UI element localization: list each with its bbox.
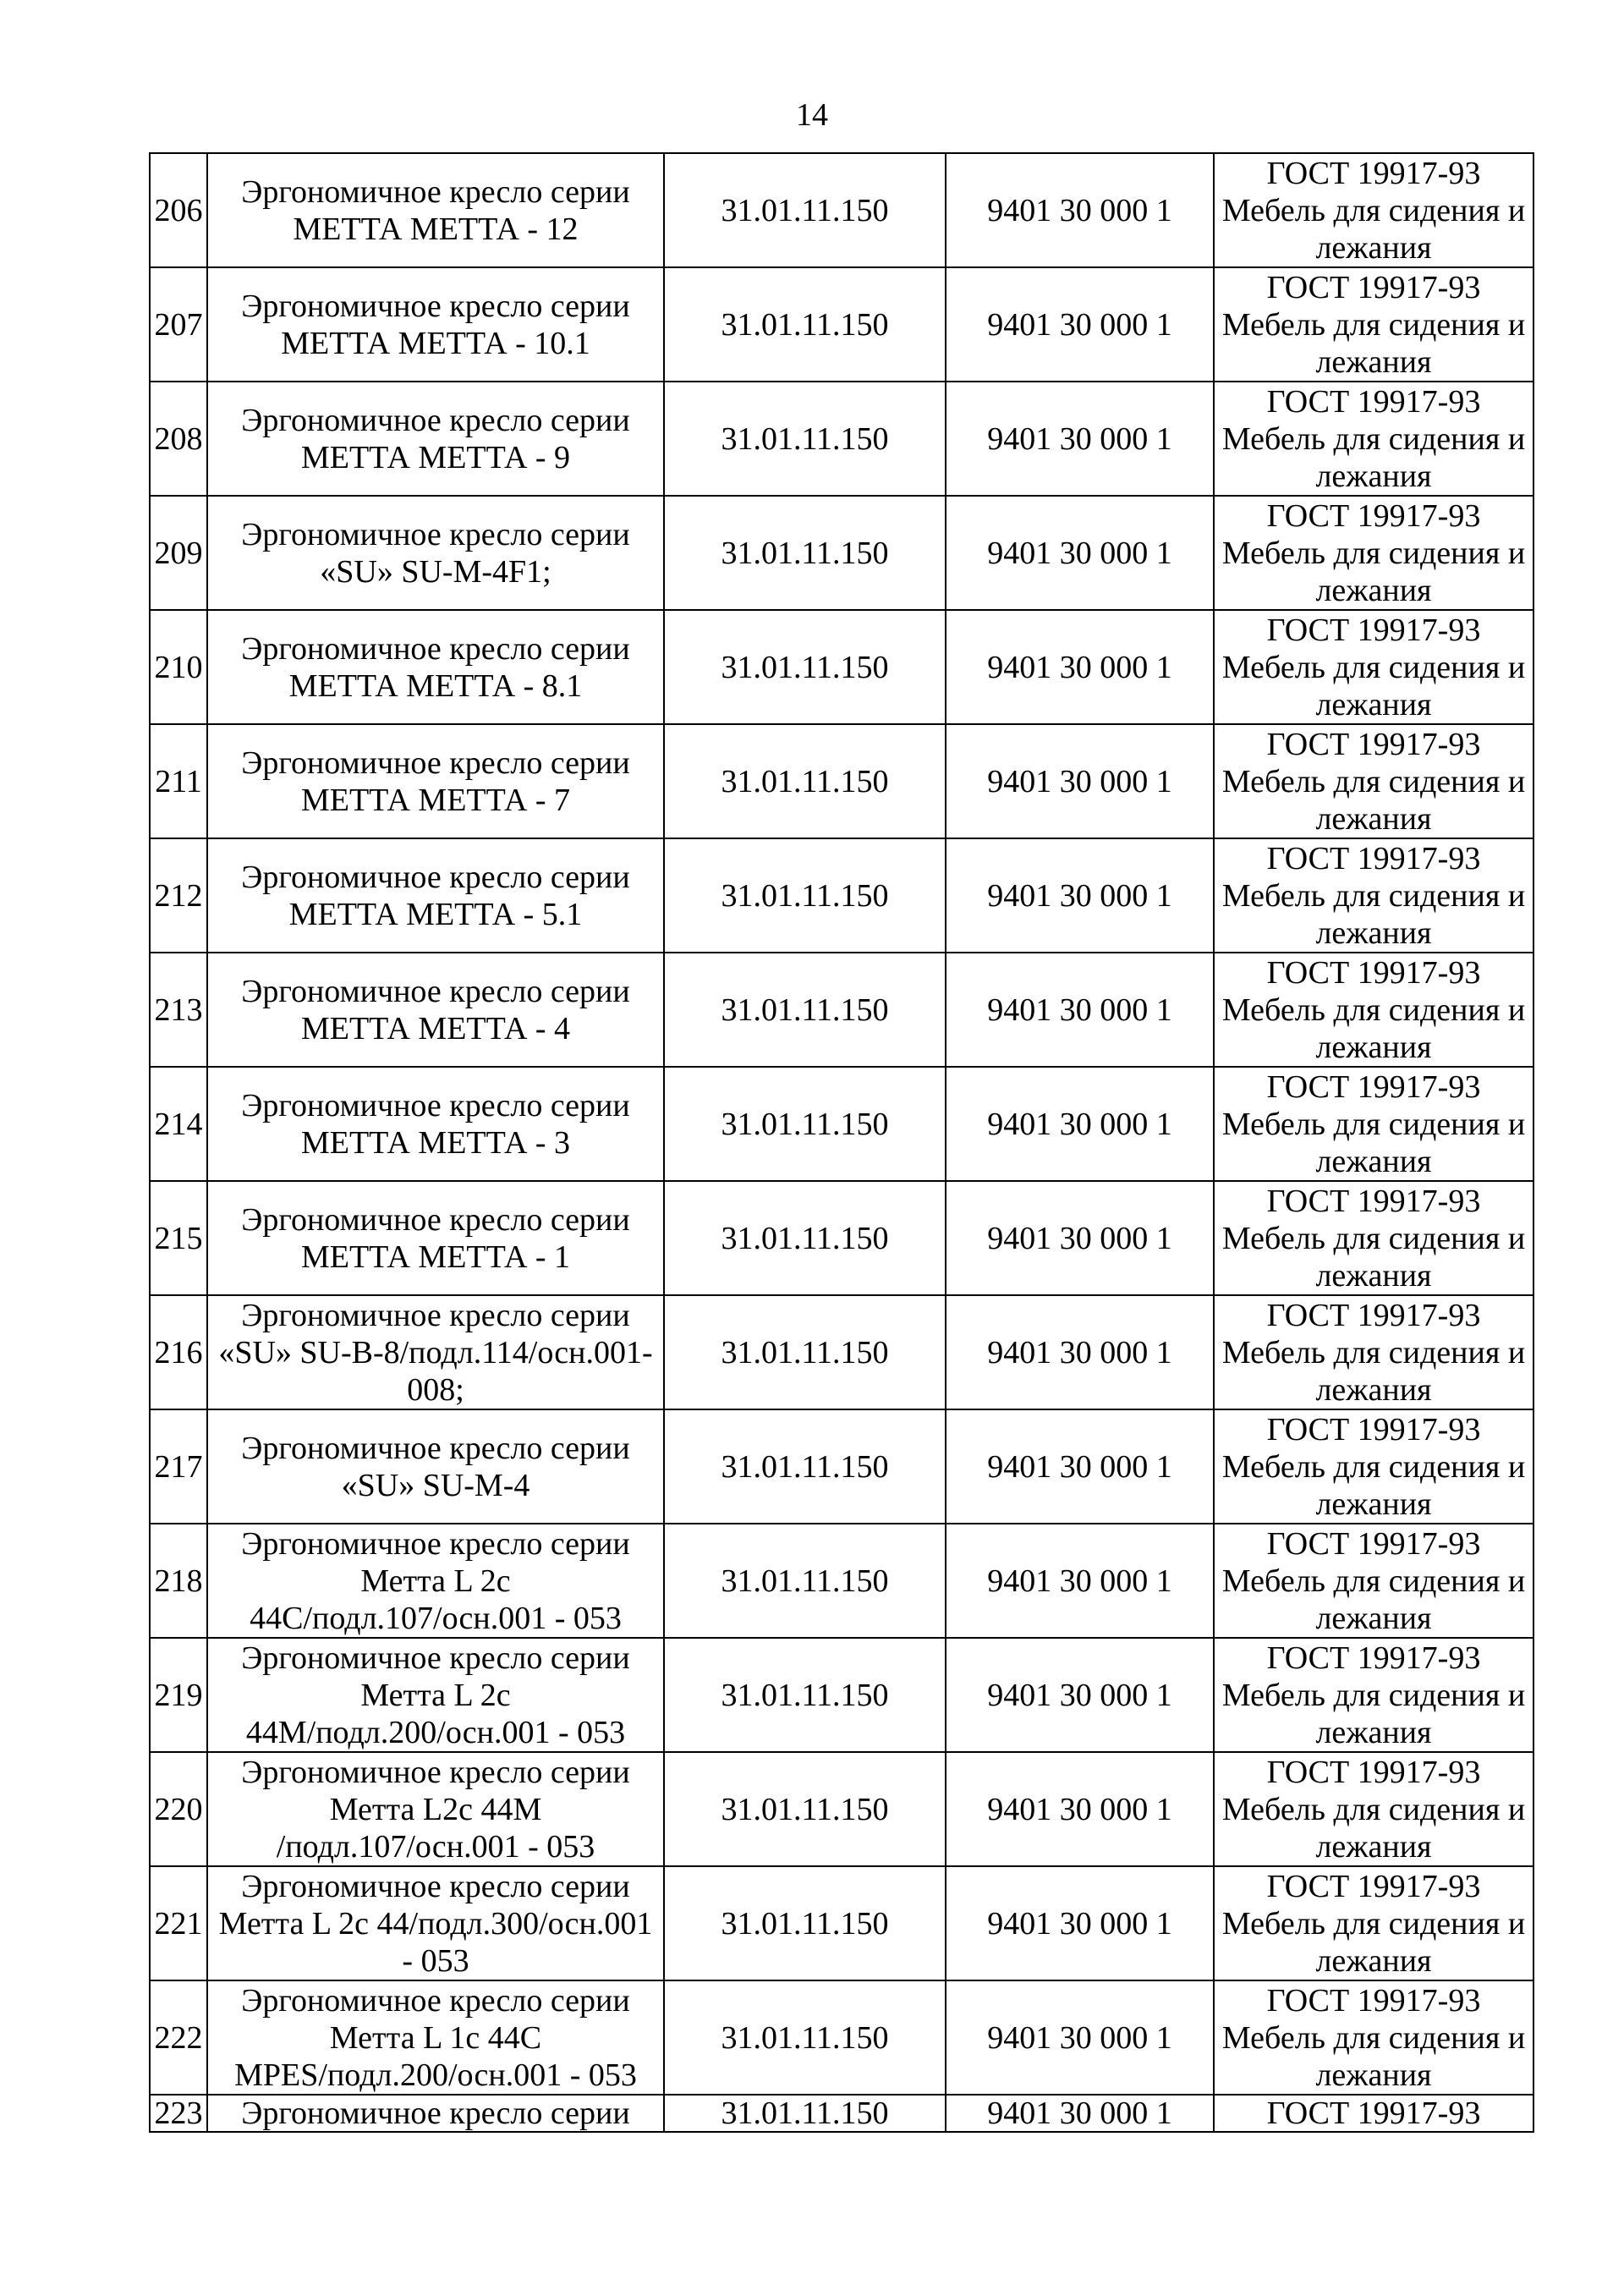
tnved-code-cell: 9401 30 000 1 xyxy=(946,1638,1214,1752)
product-name-cell: Эргономичное кресло серии xyxy=(207,2095,664,2132)
row-number-cell: 206 xyxy=(150,153,207,267)
okpd-code-cell: 31.01.11.150 xyxy=(664,1295,946,1409)
product-name-cell: Эргономичное кресло серии МЕТТА МЕТТА - 8.1 xyxy=(207,610,664,724)
product-name-cell: Эргономичное кресло серии МЕТТА МЕТТА - 12 xyxy=(207,153,664,267)
product-name-cell: Эргономичное кресло серии Метта L 2c 44/подл.300/осн.001 - 053 xyxy=(207,1866,664,1980)
product-name-cell: Эргономичное кресло серии МЕТТА МЕТТА - 3 xyxy=(207,1067,664,1181)
standard-cell: ГОСТ 19917-93 Мебель для сидения и лежания xyxy=(1214,610,1533,724)
row-number-cell: 221 xyxy=(150,1866,207,1980)
okpd-code-cell: 31.01.11.150 xyxy=(664,1638,946,1752)
tnved-code-cell: 9401 30 000 1 xyxy=(946,838,1214,953)
table-row xyxy=(150,1980,1533,2095)
okpd-code-cell: 31.01.11.150 xyxy=(664,2095,946,2132)
row-number-cell: 216 xyxy=(150,1295,207,1409)
product-name-cell: Эргономичное кресло серии Метта L 2c 44M/подл.200/осн.001 - 053 xyxy=(207,1638,664,1752)
tnved-code-cell: 9401 30 000 1 xyxy=(946,610,1214,724)
standard-cell: ГОСТ 19917-93 Мебель для сидения и лежания xyxy=(1214,267,1533,382)
row-number-cell: 220 xyxy=(150,1752,207,1866)
okpd-code-cell: 31.01.11.150 xyxy=(664,1866,946,1980)
okpd-code-cell: 31.01.11.150 xyxy=(664,382,946,496)
table-row xyxy=(150,153,1533,267)
okpd-code-cell: 31.01.11.150 xyxy=(664,267,946,382)
table-row xyxy=(150,724,1533,838)
product-name-cell: Эргономичное кресло серии МЕТТА МЕТТА - 7 xyxy=(207,724,664,838)
table-row xyxy=(150,1181,1533,1295)
standard-cell: ГОСТ 19917-93 Мебель для сидения и лежания xyxy=(1214,382,1533,496)
tnved-code-cell: 9401 30 000 1 xyxy=(946,1752,1214,1866)
okpd-code-cell: 31.01.11.150 xyxy=(664,1524,946,1638)
row-number-cell: 210 xyxy=(150,610,207,724)
row-number-cell: 214 xyxy=(150,1067,207,1181)
standard-cell: ГОСТ 19917-93 Мебель для сидения и лежания xyxy=(1214,724,1533,838)
standard-cell: ГОСТ 19917-93 Мебель для сидения и лежания xyxy=(1214,1524,1533,1638)
standard-cell: ГОСТ 19917-93 Мебель для сидения и лежания xyxy=(1214,838,1533,953)
table-row xyxy=(150,610,1533,724)
product-name-cell: Эргономичное кресло серии «SU» SU-M-4F1; xyxy=(207,496,664,610)
tnved-code-cell: 9401 30 000 1 xyxy=(946,153,1214,267)
tnved-code-cell: 9401 30 000 1 xyxy=(946,724,1214,838)
table-row xyxy=(150,267,1533,382)
tnved-code-cell: 9401 30 000 1 xyxy=(946,267,1214,382)
table-row xyxy=(150,1638,1533,1752)
okpd-code-cell: 31.01.11.150 xyxy=(664,1752,946,1866)
product-table xyxy=(149,152,1534,2133)
tnved-code-cell: 9401 30 000 1 xyxy=(946,1295,1214,1409)
product-name-cell: Эргономичное кресло серии МЕТТА МЕТТА - 5.1 xyxy=(207,838,664,953)
row-number-cell: 219 xyxy=(150,1638,207,1752)
table-row xyxy=(150,1524,1533,1638)
tnved-code-cell: 9401 30 000 1 xyxy=(946,953,1214,1067)
okpd-code-cell: 31.01.11.150 xyxy=(664,838,946,953)
table-row xyxy=(150,1067,1533,1181)
tnved-code-cell: 9401 30 000 1 xyxy=(946,1067,1214,1181)
standard-cell: ГОСТ 19917-93 Мебель для сидения и лежания xyxy=(1214,953,1533,1067)
table-row xyxy=(150,1752,1533,1866)
row-number-cell: 218 xyxy=(150,1524,207,1638)
tnved-code-cell: 9401 30 000 1 xyxy=(946,1409,1214,1524)
tnved-code-cell: 9401 30 000 1 xyxy=(946,1980,1214,2095)
table-row xyxy=(150,953,1533,1067)
tnved-code-cell: 9401 30 000 1 xyxy=(946,1524,1214,1638)
product-name-cell: Эргономичное кресло серии «SU» SU-M-4 xyxy=(207,1409,664,1524)
row-number-cell: 222 xyxy=(150,1980,207,2095)
row-number-cell: 215 xyxy=(150,1181,207,1295)
product-name-cell: Эргономичное кресло серии МЕТТА МЕТТА - 9 xyxy=(207,382,664,496)
tnved-code-cell: 9401 30 000 1 xyxy=(946,1181,1214,1295)
standard-cell: ГОСТ 19917-93 Мебель для сидения и лежания xyxy=(1214,1866,1533,1980)
standard-cell: ГОСТ 19917-93 Мебель для сидения и лежания xyxy=(1214,1295,1533,1409)
okpd-code-cell: 31.01.11.150 xyxy=(664,153,946,267)
okpd-code-cell: 31.01.11.150 xyxy=(664,953,946,1067)
okpd-code-cell: 31.01.11.150 xyxy=(664,1067,946,1181)
table-row xyxy=(150,382,1533,496)
table-row xyxy=(150,1295,1533,1409)
row-number-cell: 211 xyxy=(150,724,207,838)
row-number-cell: 209 xyxy=(150,496,207,610)
standard-cell: ГОСТ 19917-93 Мебель для сидения и лежания xyxy=(1214,1181,1533,1295)
tnved-code-cell: 9401 30 000 1 xyxy=(946,496,1214,610)
okpd-code-cell: 31.01.11.150 xyxy=(664,724,946,838)
standard-cell: ГОСТ 19917-93 Мебель для сидения и лежания xyxy=(1214,1980,1533,2095)
product-name-cell: Эргономичное кресло серии МЕТТА МЕТТА - 10.1 xyxy=(207,267,664,382)
tnved-code-cell: 9401 30 000 1 xyxy=(946,2095,1214,2132)
tnved-code-cell: 9401 30 000 1 xyxy=(946,382,1214,496)
row-number-cell: 223 xyxy=(150,2095,207,2132)
table-row xyxy=(150,496,1533,610)
okpd-code-cell: 31.01.11.150 xyxy=(664,496,946,610)
product-name-cell: Эргономичное кресло серии Метта L2c 44M /подл.107/осн.001 - 053 xyxy=(207,1752,664,1866)
okpd-code-cell: 31.01.11.150 xyxy=(664,1980,946,2095)
standard-cell: ГОСТ 19917-93 xyxy=(1214,2095,1533,2132)
okpd-code-cell: 31.01.11.150 xyxy=(664,610,946,724)
standard-cell: ГОСТ 19917-93 Мебель для сидения и лежания xyxy=(1214,1638,1533,1752)
row-number-cell: 212 xyxy=(150,838,207,953)
standard-cell: ГОСТ 19917-93 Мебель для сидения и лежания xyxy=(1214,1752,1533,1866)
table-row xyxy=(150,2095,1533,2132)
product-name-cell: Эргономичное кресло серии МЕТТА МЕТТА - 1 xyxy=(207,1181,664,1295)
standard-cell: ГОСТ 19917-93 Мебель для сидения и лежания xyxy=(1214,1409,1533,1524)
row-number-cell: 217 xyxy=(150,1409,207,1524)
row-number-cell: 208 xyxy=(150,382,207,496)
okpd-code-cell: 31.01.11.150 xyxy=(664,1181,946,1295)
product-name-cell: Эргономичное кресло серии МЕТТА МЕТТА - 4 xyxy=(207,953,664,1067)
table-row xyxy=(150,1409,1533,1524)
standard-cell: ГОСТ 19917-93 Мебель для сидения и лежания xyxy=(1214,496,1533,610)
page-number: 14 xyxy=(796,97,828,133)
product-name-cell: Эргономичное кресло серии Метта L 1c 44C MPES/подл.200/осн.001 - 053 xyxy=(207,1980,664,2095)
product-name-cell: Эргономичное кресло серии «SU» SU-B-8/подл.114/осн.001- 008; xyxy=(207,1295,664,1409)
row-number-cell: 207 xyxy=(150,267,207,382)
table-row xyxy=(150,838,1533,953)
table-row xyxy=(150,1866,1533,1980)
product-name-cell: Эргономичное кресло серии Метта L 2c 44C/подл.107/осн.001 - 053 xyxy=(207,1524,664,1638)
standard-cell: ГОСТ 19917-93 Мебель для сидения и лежания xyxy=(1214,1067,1533,1181)
row-number-cell: 213 xyxy=(150,953,207,1067)
tnved-code-cell: 9401 30 000 1 xyxy=(946,1866,1214,1980)
okpd-code-cell: 31.01.11.150 xyxy=(664,1409,946,1524)
standard-cell: ГОСТ 19917-93 Мебель для сидения и лежания xyxy=(1214,153,1533,267)
